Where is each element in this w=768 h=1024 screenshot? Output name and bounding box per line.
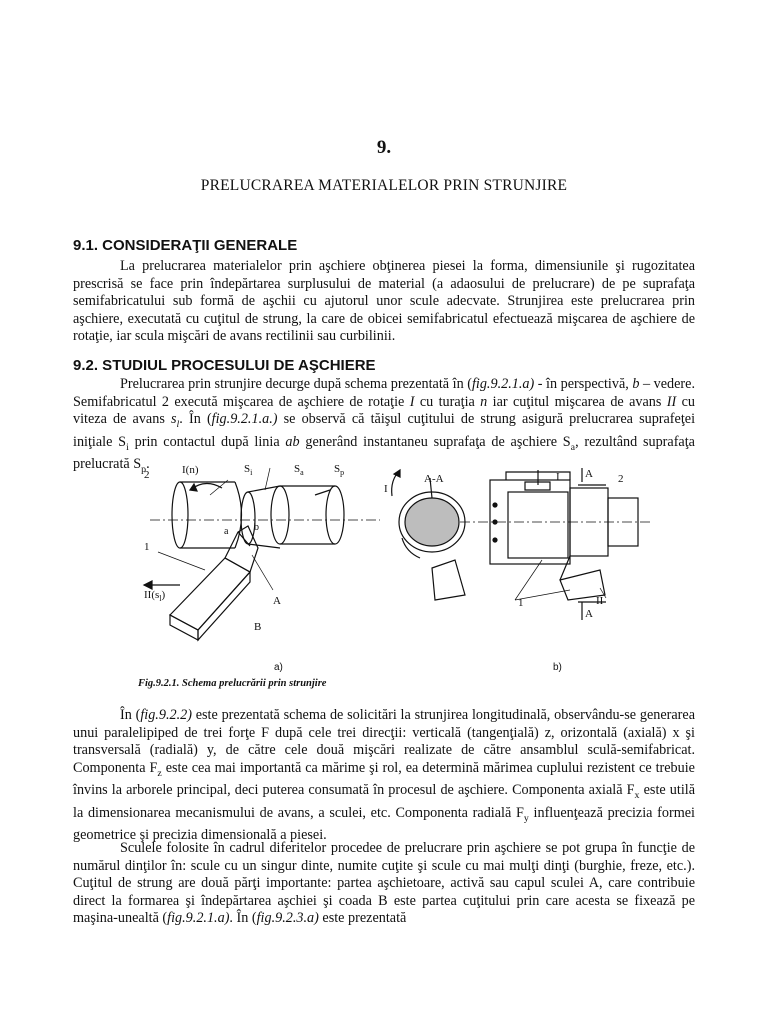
svg-text:Sp: $S_p$ (334, 463, 345, 477)
svg-text:I: I (384, 483, 388, 495)
figure-subcaption-b: b) (553, 662, 562, 673)
section-2-paragraph-2: În (fig.9.2.2) este prezentată schema de solicitări la strunjirea longitudinală, observându-se generarea unui paralelipiped de trei forţe F după cele trei direcţii: verticală (tangenţială) z, orizontală (axială) x şi transversală (radială) y, de către cele două mişcări realizate de către ansamblul sculă-semifabricat. Componenta $F_z$ este cea mai importantă ca mărime şi rol, ea determină mărimea cuplului rezistent ce trebuie învins la arborele principal, deci puterea consumată în procesul de aşchiere. Componenta axială $F_x$ este utilă la dimensionarea mecanismului de avans, a sculei, etc. Componenta radială $F_y$ influenţează precizia formei geometrice şi precizia dimensională a piesei. (73, 707, 695, 844)
section-1-paragraph: La prelucrarea materialelor prin aşchiere obţinerea piesei la forma, dimensiunile şi rugozitatea prescrisă se face prin îndepărtarea surplusului de material (a adaosului de prelucrare) de pe suprafaţa semifabricatului sub formă de aşchii cu ajutorul unor scule adecvate. Strunjirea este prelucrarea prin aşchiere, executată cu cuţitul de strung, la care de obicei semifabricatul efectuează mişcarea de aşchiere de rotaţie, iar scula mişcări de avans rectilinii sau curbilinii. (73, 258, 695, 345)
figure-lathe-diagram (130, 460, 650, 690)
svg-text:2: 2 (144, 469, 150, 481)
figure-a-perspective (144, 468, 380, 640)
svg-text:Sa: $S_a$ (294, 463, 304, 477)
svg-text:A: A (585, 468, 593, 480)
section-2-paragraph-1: Prelucrarea prin strunjire decurge după schema prezentată în (fig.9.2.1.a) - în perspectivă, b – vedere. Semifabricatul 2 execută mişcarea de aşchiere de rotaţie I cu turaţia n iar cuţitul mişcarea de avans II cu viteza de avans $s_l$. În (fig.9.2.1.a.) se observă că tăişul cuţitului de strung asigură prelucrarea suprafeţei iniţiale $S_i$ prin contactul după linia ab generând instantaneu suprafaţa de aşchiere $S_a$, rezultând suprafaţa prelucrată $S_p$. (73, 376, 696, 475)
svg-text:II(sl): $II(s_l)$ (144, 589, 166, 603)
figure-subcaption-a: a) (274, 662, 283, 673)
svg-text:A: A (585, 608, 593, 620)
section-1-body (73, 258, 695, 346)
svg-text:A-A: A-A (424, 473, 444, 485)
figure-caption: Fig.9.2.1. Schema prelucrării prin strunjire (138, 678, 327, 689)
chapter-title: PRELUCRAREA MATERIALELOR PRIN STRUNJIRE (200, 177, 568, 194)
svg-text:2: 2 (618, 473, 624, 485)
section-2-heading: 9.2. STUDIUL PROCESULUI DE AŞCHIERE (73, 357, 376, 374)
svg-text:A: A (273, 595, 281, 607)
svg-text:II: II (596, 595, 604, 607)
svg-text:1: 1 (144, 541, 150, 553)
svg-text:B: B (254, 621, 262, 633)
chapter-number: 9. (376, 137, 392, 158)
section-2-paragraph-3: Sculele folosite în cadrul diferitelor procedee de prelucrare prin aşchiere se pot grupa în funcţie de numărul dinţilor în: scule cu un singur dinte, numite cuţite şi scule cu mai mulţi dinţi (burghie, freze, etc.). Cuţitul de strung are două părţi importante: partea aşchietoare, activă sau capul sculei A, care contribuie direct la formarea şi îndepărtarea aşchiei şi coada B este partea cuţitului prin care acesta se fixează pe maşina-unealtă (fig.9.2.1.a). În (fig.9.2.3.a) este prezentată (73, 840, 695, 927)
section-1-heading: 9.1. CONSIDERAŢII GENERALE (73, 237, 298, 254)
svg-text:Si: $S_i$ (244, 463, 253, 477)
svg-text:a: a (224, 526, 229, 537)
svg-text:I: I (556, 471, 560, 483)
svg-text:b: b (254, 522, 259, 533)
svg-text:1: 1 (518, 597, 524, 609)
figure-a-labels (144, 463, 344, 633)
svg-text:I(n): I(n) (182, 464, 199, 476)
